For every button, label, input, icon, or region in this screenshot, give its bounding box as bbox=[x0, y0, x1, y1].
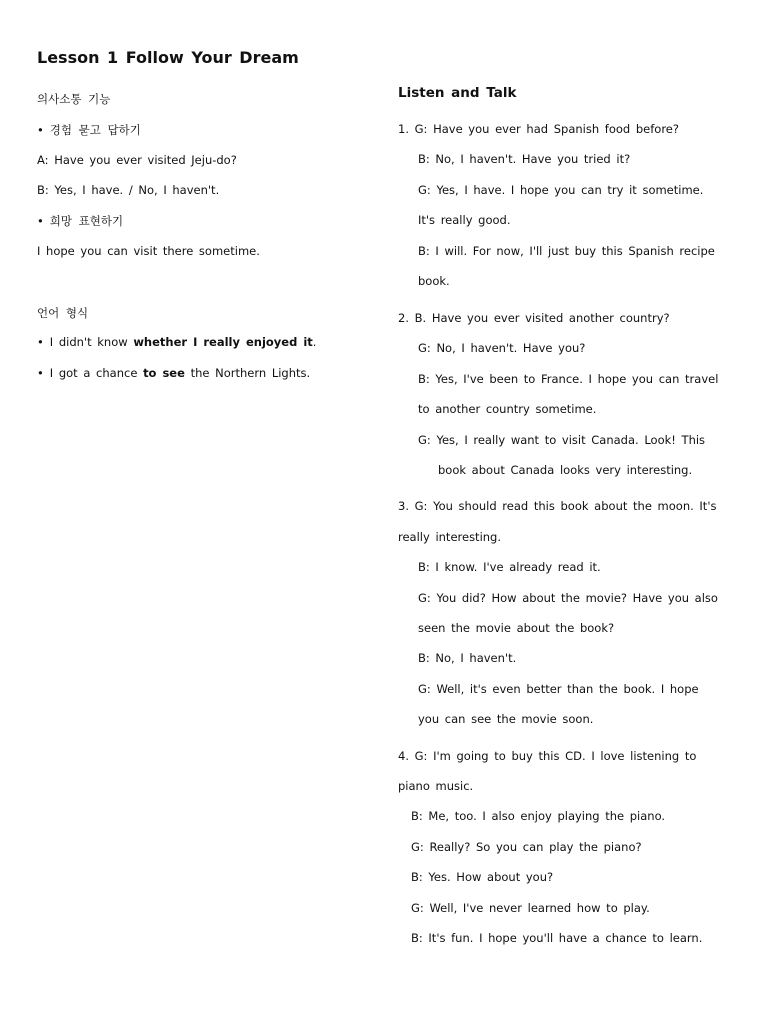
example-hope: I hope you can visit there sometime. bbox=[37, 244, 260, 258]
communication-heading: 의사소통 기능 bbox=[37, 92, 111, 106]
dialog4-line: 4. G: I'm going to buy this CD. I love listening to bbox=[398, 749, 697, 763]
grammar-2-pre: I got a chance bbox=[49, 366, 144, 380]
bullet-experience-heading bbox=[37, 122, 141, 138]
dialog4-line: B: It's fun. I hope you'll have a chance to learn. bbox=[411, 931, 703, 945]
dialog4-line: B: Yes. How about you? bbox=[411, 870, 554, 884]
dialog2-line: book about Canada looks very interesting. bbox=[438, 463, 693, 477]
dialog1-line: B: I will. For now, I'll just buy this Spanish recipe bbox=[418, 244, 715, 258]
dialog3-line: you can see the movie soon. bbox=[418, 712, 594, 726]
bullet-hope-label: 희망 표현하기 bbox=[49, 214, 124, 228]
grammar-1-post: . bbox=[312, 335, 317, 349]
dialog2-line: G: No, I haven't. Have you? bbox=[418, 341, 586, 355]
bullet-experience-label: 경험 묻고 답하기 bbox=[49, 123, 141, 137]
dialog1-line: B: No, I haven't. Have you tried it? bbox=[418, 152, 631, 166]
dialog1-line: It's really good. bbox=[418, 213, 511, 227]
dialog1-line: G: Yes, I have. I hope you can try it sometime. bbox=[418, 183, 704, 197]
grammar-1-bold: whether I really enjoyed it bbox=[133, 335, 313, 349]
dialog3-line: B: No, I haven't. bbox=[418, 651, 517, 665]
example-question: A: Have you ever visited Jeju-do? bbox=[37, 153, 237, 167]
dialog4-line: G: Well, I've never learned how to play. bbox=[411, 901, 650, 915]
grammar-1-pre: I didn't know bbox=[49, 335, 134, 349]
grammar-2-post: the Northern Lights. bbox=[184, 366, 311, 380]
section-title: Listen and Talk bbox=[398, 85, 517, 101]
dialog3-line: seen the movie about the book? bbox=[418, 621, 615, 635]
dialog4-line: piano music. bbox=[398, 779, 474, 793]
grammar-2-bold: to see bbox=[143, 366, 185, 380]
dialog2-line: B: Yes, I've been to France. I hope you can travel bbox=[418, 372, 719, 386]
grammar-item-2 bbox=[37, 366, 310, 380]
dialog3-line: G: Well, it's even better than the book. I hope bbox=[418, 682, 699, 696]
bullet-hope-heading bbox=[37, 213, 123, 229]
grammar-item-1 bbox=[37, 335, 316, 349]
page-title: Lesson 1 Follow Your Dream bbox=[37, 48, 299, 67]
dialog4-line: G: Really? So you can play the piano? bbox=[411, 840, 642, 854]
language-heading: 언어 형식 bbox=[37, 306, 89, 320]
dialog2-line: 2. B. Have you ever visited another country? bbox=[398, 311, 670, 325]
dialog3-line: G: You did? How about the movie? Have you also bbox=[418, 591, 718, 605]
dialog3-line: really interesting. bbox=[398, 530, 502, 544]
dialog1-line: 1. G: Have you ever had Spanish food before? bbox=[398, 122, 679, 136]
dialog3-line: B: I know. I've already read it. bbox=[418, 560, 601, 574]
dialog2-line: G: Yes, I really want to visit Canada. Look! This bbox=[418, 433, 706, 447]
dialog4-line: B: Me, too. I also enjoy playing the piano. bbox=[411, 809, 666, 823]
dialog3-line: 3. G: You should read this book about the moon. It's bbox=[398, 499, 717, 513]
dialog1-line: book. bbox=[418, 274, 450, 288]
example-answer: B: Yes, I have. / No, I haven't. bbox=[37, 183, 220, 197]
dialog2-line: to another country sometime. bbox=[418, 402, 597, 416]
